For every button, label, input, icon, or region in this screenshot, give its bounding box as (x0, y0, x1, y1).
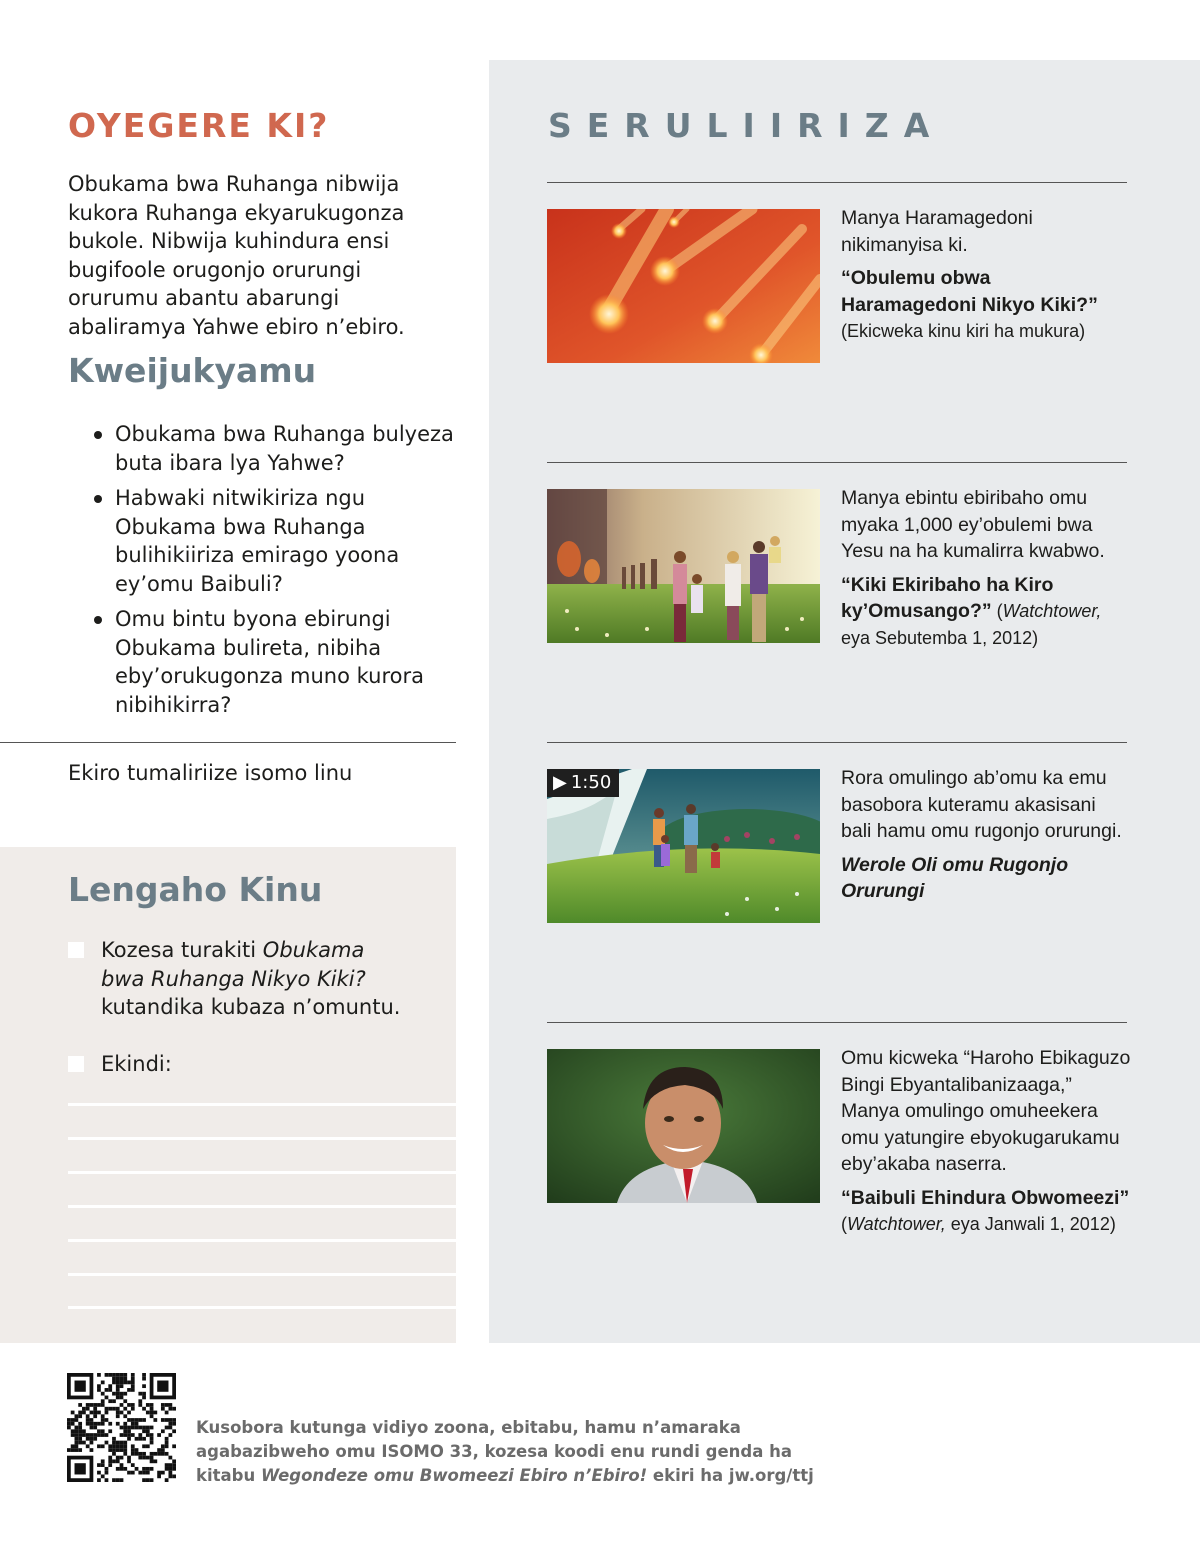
video-title[interactable]: Werole Oli omu Rugonjo Orurungi (841, 853, 1069, 902)
review-question: Obukama bwa Ruhanga bulyeza buta ibara lya Yahwe? (92, 420, 457, 477)
qr-code-icon[interactable] (67, 1373, 176, 1482)
goal-heading: Lengaho Kinu (68, 870, 323, 909)
write-line[interactable] (68, 1306, 456, 1309)
write-line[interactable] (68, 1273, 456, 1276)
meteors-image[interactable] (547, 209, 820, 363)
review-question: Omu bintu byona ebirungi Obukama bulireta, nibiha eby’orukugonza muno kurora nibihikirra? (92, 605, 457, 719)
explore-desc: Rora omulingo ab’omu ka emu basobora kuteramu akasisani bali hamu omu rugonjo orurungi. (841, 767, 1122, 842)
explore-item-1-text (841, 205, 1131, 345)
explore-source: (Ekicweka kinu kiri ha mukura) (841, 321, 1086, 341)
video-duration: 1:50 (570, 772, 612, 793)
explore-desc: Manya ebintu ebiribaho omu myaka 1,000 ey’obulemi bwa Yesu na ha kumalirra kwabwo. (841, 487, 1105, 562)
video-duration-badge (547, 769, 619, 797)
goal-item-label: Kozesa turakiti Obukama bwa Ruhanga Nikyo Kiki? kutandika kubaza n’omuntu. (101, 938, 401, 1019)
write-line[interactable] (68, 1171, 456, 1174)
goal-panel (0, 847, 456, 1343)
explore-item-2-text (841, 485, 1131, 651)
summary-heading: OYEGERE KI? (68, 106, 330, 145)
explore-desc: Omu kicweka “Haroho Ebikaguzo Bingi Ebyantalibanizaaga,” Manya omulingo omuheekera omu yatungire ebyokugarukamu eby’akaba naserra. (841, 1047, 1131, 1175)
write-line[interactable] (68, 1205, 456, 1208)
write-line[interactable] (68, 1103, 456, 1106)
explore-item-3-text (841, 765, 1131, 905)
explore-desc: Manya Haramagedoni nikimanyisa ki. (841, 207, 1033, 256)
divider (0, 742, 456, 743)
review-note: Ekiro tumaliriize isomo linu (68, 761, 353, 785)
family-paradise-image[interactable] (547, 489, 820, 643)
explore-link-title[interactable]: “Kiki Ekiribaho ha Kiro ky’Omusango?” (841, 573, 1054, 622)
goal-item-label: Ekindi: (101, 1052, 172, 1076)
explore-link-title[interactable]: “Obulemu obwa Haramagedoni Nikyo Kiki?” (841, 267, 1098, 316)
book-title: Wegondeze omu Bwomeezi Ebiro n’Ebiro! (260, 1466, 648, 1485)
checkbox[interactable] (68, 942, 84, 958)
review-questions (92, 420, 457, 726)
review-question: Habwaki nitwikiriza ngu Obukama bwa Ruhanga bulihikiiriza emirago yoona ey’omu Baibuli? (92, 484, 457, 598)
summary-text: Obukama bwa Ruhanga nibwija kukora Ruhanga ekyarukugonza bukole. Nibwija kuhindura ensi bugifoole orugonjo orurungi orurumu abantu abarungi abaliramya Yahwe ebiro n’ebiro. (68, 172, 405, 339)
write-line[interactable] (68, 1137, 456, 1140)
goal-item-other (68, 1050, 413, 1079)
play-icon[interactable]: ▶ (553, 772, 567, 793)
explore-item-4-text (841, 1045, 1131, 1238)
divider (547, 742, 1127, 743)
explore-heading: SERULIIRIZA (548, 106, 945, 145)
write-line[interactable] (68, 1239, 456, 1242)
divider (547, 1022, 1127, 1023)
explore-link-title[interactable]: “Baibuli Ehindura Obwomeezi” (841, 1186, 1130, 1209)
portrait-image[interactable] (547, 1049, 820, 1203)
divider (547, 182, 1127, 183)
review-heading: Kweijukyamu (68, 351, 317, 390)
tract-title: Obukama bwa Ruhanga Nikyo Kiki? (101, 938, 366, 991)
divider (547, 462, 1127, 463)
checkbox[interactable] (68, 1056, 84, 1072)
footer-text: Kusobora kutunga vidiyo zoona, ebitabu, hamu n’amaraka agabazibweho omu ISOMO 33, kozesa koodi enu rundi genda ha kitabu Wegondeze omu Bwomeezi Ebiro n’Ebiro! ekiri ha jw.org/ttj (196, 1418, 814, 1485)
goal-item-tract (68, 936, 413, 1022)
video-thumbnail[interactable] (547, 769, 820, 923)
explore-source: (Watchtower, eya Sebutemba 1, 2012) (841, 601, 1102, 648)
explore-source: (Watchtower, eya Janwali 1, 2012) (841, 1214, 1116, 1234)
